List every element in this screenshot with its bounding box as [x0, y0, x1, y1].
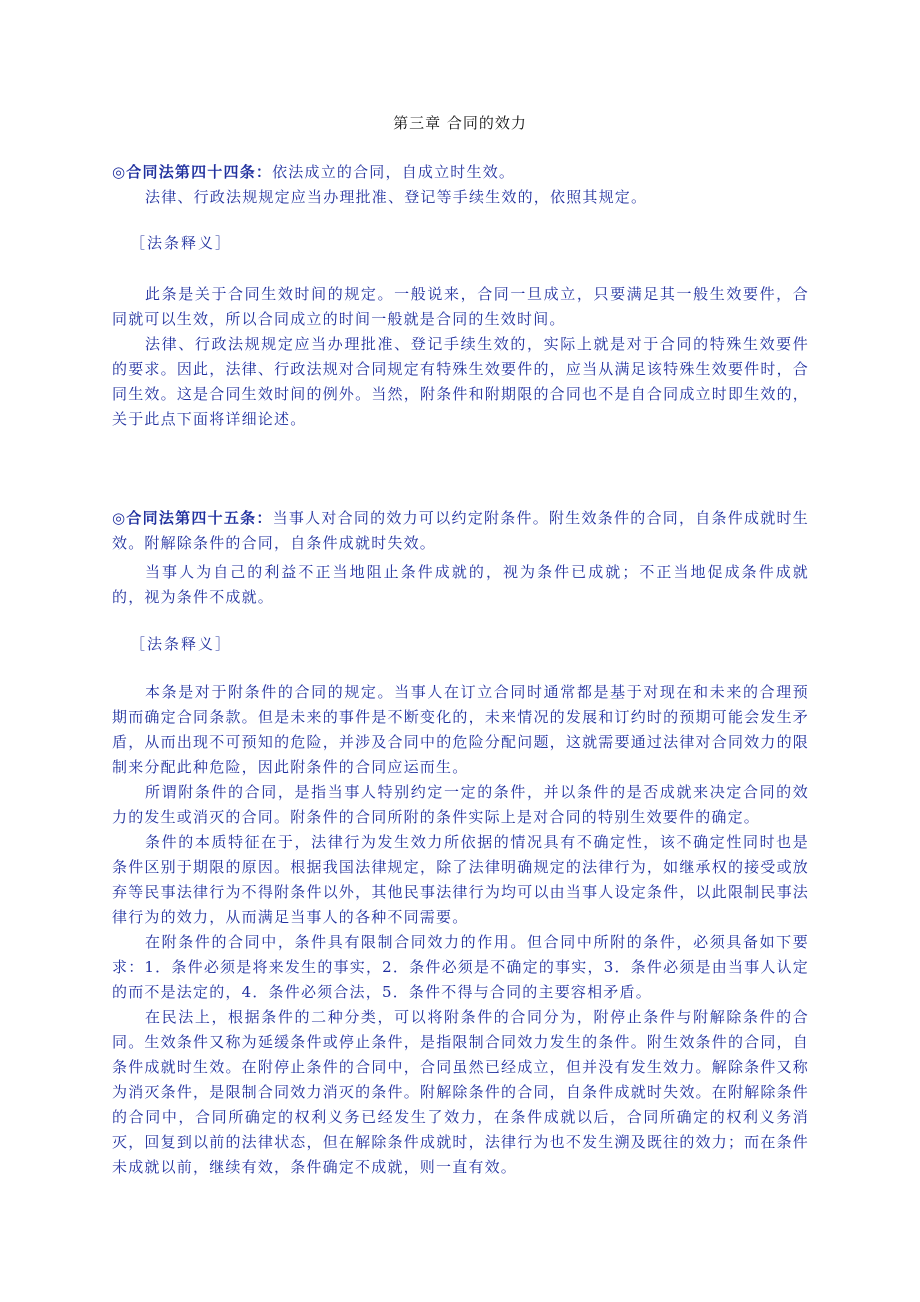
- article-45-interpretation-label: ［法条释义］: [130, 635, 233, 653]
- article-44-heading: [112, 160, 809, 185]
- article-44: [112, 160, 809, 210]
- article-44-text: 依法成立的合同，自成立时生效。: [272, 163, 516, 181]
- article-45-interp-para-5: 在民法上，根据条件的二种分类，可以将附条件的合同分为，附停止条件与附解除条件的合同。生效条件又称为延缓条件或停止条件，是指限制合同效力发生的条件。附生效条件的合同，自条件成就时生效。在附停止条件的合同中，合同虽然已经成立，但并没有发生效力。解除条件又称为消灭条件，是限制合同效力消灭的条件。附解除条件的合同，自条件成就时失效。在附解除条件的合同中，合同所确定的权利义务已经发生了效力，在条件成就以后，合同所确定的权利义务消灭，回复到以前的法律状态，但在解除条件成就时，法律行为也不发生溯及既往的效力；而在条件未成就以前，继续有效，条件确定不成就，则一直有效。: [112, 1008, 809, 1176]
- article-44-clause-1: 法律、行政法规规定应当办理批准、登记等手续生效的，依照其规定。: [145, 188, 648, 206]
- article-44-interp-para-1: 此条是关于合同生效时间的规定。一般说来，合同一旦成立，只要满足其一般生效要件，合同就可以生效，所以合同成立的时间一般就是合同的生效时间。: [112, 285, 809, 328]
- article-45-number: ◎合同法第四十五条：: [112, 509, 273, 527]
- article-45-interp-para-1: 本条是对于附条件的合同的规定。当事人在订立合同时通常都是基于对现在和未来的合理预期而确定合同条款。但是未来的事件是不断变化的，未来情况的发展和订约时的预期可能会发生矛盾，从而出现不可预知的危险，并涉及合同中的危险分配问题，这就需要通过法律对合同效力的限制来分配此种危险，因此附条件的合同应运而生。: [112, 683, 809, 776]
- article-44-interp-para-2: 法律、行政法规规定应当办理批准、登记手续生效的，实际上就是对于合同的特殊生效要件的要求。因此，法律、行政法规对合同规定有特殊生效要件的，应当从满足该特殊生效要件时，合同生效。这是合同生效时间的例外。当然，附条件和附期限的合同也不是自合同成立时即生效的，关于此点下面将详细论述。: [112, 335, 809, 428]
- article-45-interp-para-2: 所谓附条件的合同，是指当事人特别约定一定的条件，并以条件的是否成就来决定合同的效力的发生或消灭的合同。附条件的合同所附的条件实际上是对合同的特别生效要件的确定。: [112, 783, 809, 826]
- article-45-interp-para-3: 条件的本质特征在于，法律行为发生效力所依据的情况具有不确定性，该不确定性同时也是条件区别于期限的原因。根据我国法律规定，除了法律明确规定的法律行为，如继承权的接受或放弃等民事法律行为不得附条件以外，其他民事法律行为均可以由当事人设定条件，以此限制民事法律行为的效力，从而满足当事人的各种不同需要。: [112, 833, 809, 926]
- chapter-title: 第三章 合同的效力: [393, 114, 527, 132]
- article-45-clause-1: 当事人为自己的利益不正当地阻止条件成就的，视为条件已成就；不正当地促成条件成就的，视为条件不成就。: [112, 563, 809, 606]
- article-44-interpretation-label: ［法条释义］: [130, 234, 233, 252]
- article-45-heading: [112, 506, 809, 556]
- article-44-interpretation: [112, 282, 809, 432]
- article-45: [112, 506, 809, 610]
- article-45-interpretation: [112, 680, 809, 1180]
- article-44-number: ◎合同法第四十四条：: [112, 163, 273, 181]
- article-45-interp-para-4: 在附条件的合同中，条件具有限制合同效力的作用。但合同中所附的条件，必须具备如下要求：1．条件必须是将来发生的事实，2．条件必须是不确定的事实，3．条件必须是由当事人认定的而不是法定的，4．条件必须合法，5．条件不得与合同的主要容相矛盾。: [112, 933, 809, 1001]
- article-45-text: 当事人对合同的效力可以约定附条件。附生效条件的合同，自条件成就时生效。附解除条件的合同，自条件成就时失效。: [112, 509, 809, 552]
